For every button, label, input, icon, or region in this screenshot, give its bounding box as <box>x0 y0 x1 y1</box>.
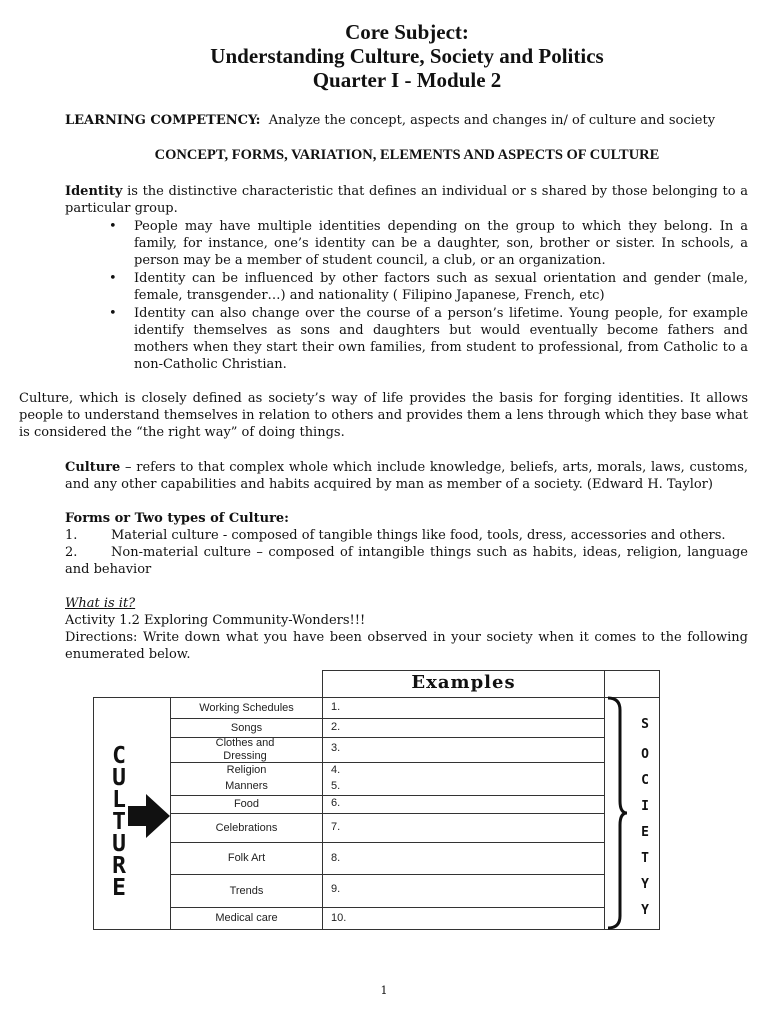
table-row-label: Working Schedules <box>199 701 294 714</box>
culture-letter: T <box>112 809 126 835</box>
culture-definition <box>65 459 748 493</box>
section-title: CONCEPT, FORMS, VARIATION, ELEMENTS AND ASPECTS OF CULTURE <box>154 147 660 163</box>
culture-letter: R <box>112 853 126 879</box>
what-is-it-heading: What is it? <box>65 596 136 611</box>
culture-letter: C <box>112 743 126 769</box>
society-letter: Y <box>641 877 649 892</box>
table-row-number: 1. <box>331 701 341 713</box>
identity-bullet: People may have multiple identities depending on the group to which they belong. In a family, for instance, one’s identity can be a daughter, son, brother or sister. In schools, a person may be a member of student council, a club, or an organization. <box>134 219 748 268</box>
forms-item-text: Material culture - composed of tangible things like food, tools, dress, accessories and others. <box>111 528 726 543</box>
examples-header: Examples <box>411 672 516 693</box>
table-row-number: 8. <box>331 852 341 864</box>
identity-term: Identity <box>65 184 123 199</box>
competency-label: LEARNING COMPETENCY: <box>65 113 261 128</box>
society-letter: C <box>641 773 649 788</box>
culture-term: Culture <box>65 460 121 475</box>
society-letter: S <box>641 717 649 732</box>
culture-def-text: – refers to that complex whole which include knowledge, beliefs, arts, morals, laws, customs, and any other capabilities and habits acquired by man as member of a society. (Edward H. Taylor) <box>65 460 748 492</box>
society-letter: E <box>641 825 649 840</box>
table-row-label: Songs <box>230 721 263 734</box>
table-row-label: Religion <box>226 763 267 776</box>
society-letter: Y <box>641 903 649 918</box>
table-row-number: 4. <box>331 764 341 776</box>
title-core-subject: Core Subject: <box>345 20 469 44</box>
page-number: 1 <box>380 984 388 997</box>
identity-bullet: Identity can also change over the course of a person’s lifetime. Young people, for example identify themselves as sons and daughters but would eventually become fathers and mothers when they start their own families, from student to professional, from Catholic to a non-Catholic Christian. <box>134 306 748 372</box>
arrow-right-icon <box>128 794 172 838</box>
table-row-label: Food <box>233 798 260 810</box>
culture-paragraph: Culture, which is closely defined as society’s way of life provides the basis for forging identities. It allows people to understand themselves in relation to others and provides them a lens through which they base what is considered the “the right way” of doing things. <box>19 391 748 440</box>
table-row-label: Folk Art <box>227 852 266 864</box>
table-row-number: 2. <box>331 721 341 733</box>
culture-letter: E <box>112 875 126 901</box>
table-row-number: 10. <box>331 912 347 924</box>
identity-bullet: Identity can be influenced by other factors such as sexual orientation and gender (male, female, transgender…) and nationality ( Filipino Japanese, French, etc) <box>134 271 748 303</box>
culture-letter: U <box>112 765 126 791</box>
learning-competency <box>65 112 755 129</box>
table-row-label: Trends <box>229 884 264 897</box>
table-row-number: 9. <box>331 883 341 895</box>
bullet-icon: • <box>109 219 117 234</box>
forms-item-text: Non-material culture – composed of intangible things such as habits, ideas, religion, language and behavior <box>65 545 748 577</box>
table-row-label: Celebrations <box>215 821 278 834</box>
bullet-icon: • <box>109 306 117 321</box>
forms-item: 2. Non-material culture – composed of intangible things such as habits, ideas, religion, language and behavior <box>65 545 748 577</box>
table-row-label: Manners <box>225 780 268 792</box>
culture-letter: U <box>112 831 126 857</box>
table-row-number: 7. <box>331 821 341 833</box>
right-brace-icon <box>606 696 628 930</box>
society-letter: O <box>641 747 649 762</box>
title-module: Quarter I - Module 2 <box>312 68 502 92</box>
identity-definition: is the distinctive characteristic that defines an individual or s shared by those belonging to a particular group. <box>65 184 748 216</box>
competency-text: Analyze the concept, aspects and changes in/ of culture and society <box>268 113 716 128</box>
society-letter: T <box>641 851 649 866</box>
title-course: Understanding Culture, Society and Politics <box>210 44 604 68</box>
activity-title: Activity 1.2 Exploring Community-Wonders!!! <box>65 613 366 628</box>
identity-paragraph <box>65 183 748 217</box>
society-letter: I <box>641 799 649 814</box>
forms-item-number: 1. <box>65 528 78 543</box>
table-row-label: Clothes and Dressing <box>215 736 275 762</box>
activity-directions: Directions: Write down what you have been observed in your society when it comes to the following enumerated below. <box>65 630 748 662</box>
table-row-number: 5. <box>331 780 341 792</box>
culture-letter: L <box>112 787 126 813</box>
table-row-number: 6. <box>331 797 341 809</box>
forms-heading: Forms or Two types of Culture: <box>65 511 289 526</box>
table-row-label: Medical care <box>215 912 278 924</box>
bullet-icon: • <box>109 271 117 286</box>
table-row-number: 3. <box>331 742 341 754</box>
